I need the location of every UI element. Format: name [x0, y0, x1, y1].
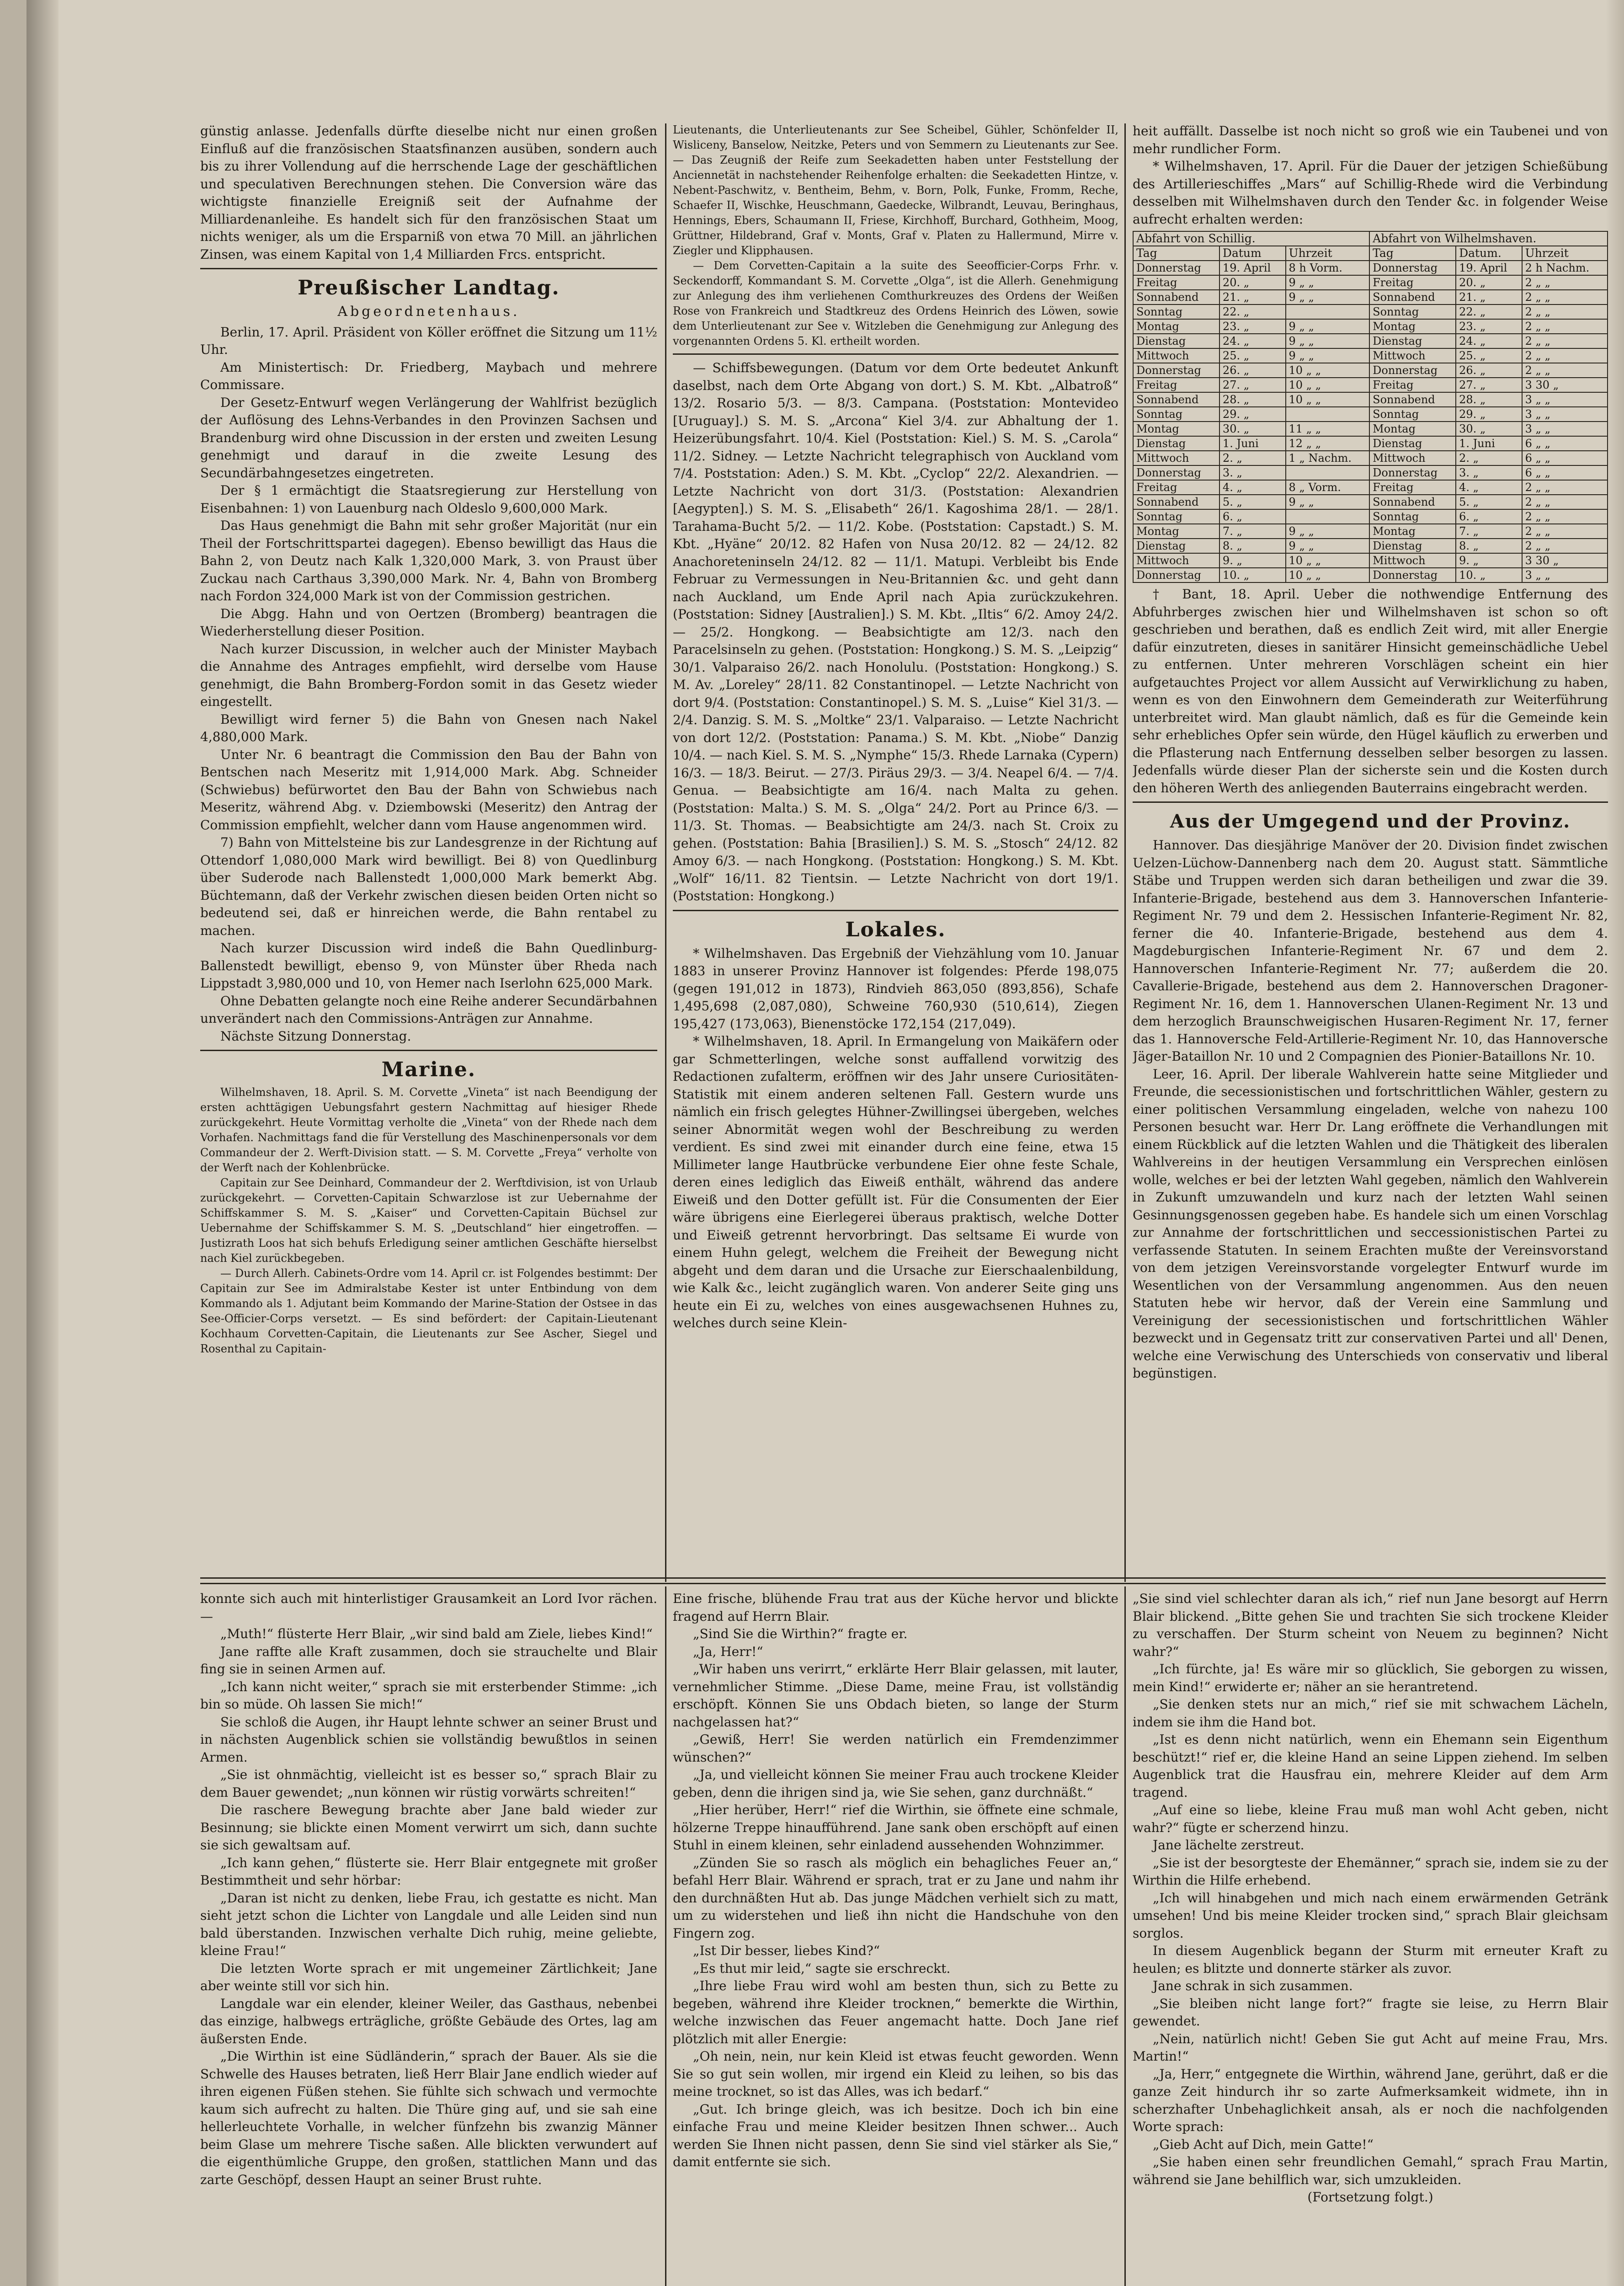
column-rule	[665, 123, 666, 1582]
paragraph: konnte sich auch mit hinterlistiger Grausamkeit an Lord Ivor rächen. —	[200, 1591, 657, 1624]
table-cell: 29. „	[1219, 407, 1286, 422]
table-cell: 10 „ „	[1286, 568, 1370, 582]
table-row	[1133, 378, 1608, 392]
paragraph: „Sie sind viel schlechter daran als ich,“ rief nun Jane besorgt auf Herrn Blair blickend. „Bitte gehen Sie und trachten Sie sich trockene Kleider zu verschaffen. Der Sturm scheint von Neuem zu beginnen? Nicht wahr?“	[1133, 1591, 1608, 1659]
table-cell: 3. „	[1456, 465, 1522, 480]
table-cell: Mittwoch	[1369, 451, 1456, 465]
table-header-row	[1133, 246, 1608, 261]
table-cell: Donnerstag	[1133, 465, 1219, 480]
paragraph: Jane schrak in sich zusammen.	[1153, 1978, 1353, 1993]
table-row	[1133, 509, 1608, 524]
table-cell: 9 „ „	[1286, 524, 1370, 539]
paragraph: Wilhelmshaven, 18. April. S. M. Corvette „Vineta“ ist nach Beendigung der ersten achttägigen Uebungsfahrt gestern Nachmittag auf hiesiger Rhede zurückgekehrt. Heute Vormittag verholte die „Vineta“ von der Rhede nach dem Vorhafen. Nachmittags fand die für Verstellung des Maschinenpersonals vor dem Commandeur der 2. Werft-Division statt. — S. M. Corvette „Freya“ verholte von der Werft nach der Kohlenbrücke.	[200, 1086, 657, 1174]
table-cell: 10 „ „	[1286, 378, 1370, 392]
paragraph: „Ja, Herr,“ entgegnete die Wirthin, während Jane, gerührt, daß er die ganze Zeit hindurch ihr so zarte Aufmerksamkeit widmete, ihn in scherzhafter Unbehaglichkeit ansah, als er noch die nachfolgenden Worte sprach:	[1133, 2066, 1608, 2134]
section-divider	[1133, 801, 1608, 803]
table-cell: Donnerstag	[1369, 568, 1456, 582]
paragraph: „Ich kann gehen,“ flüsterte sie. Herr Blair entgegnete mit großer Bestimmtheit und sehr hörbar:	[200, 1855, 657, 1888]
table-cell: 1 „ Nachm.	[1286, 451, 1370, 465]
table-row	[1133, 451, 1608, 465]
table-cell: 30. „	[1219, 422, 1286, 436]
table-cell: Freitag	[1133, 480, 1219, 495]
serial-column-3	[1133, 1590, 1608, 2286]
paragraph: Die Abgg. Hahn und von Oertzen (Bromberg) beantragen die Wiederherstellung dieser Position.	[200, 606, 657, 639]
table-cell: 6. „	[1219, 509, 1286, 524]
table-cell: 23. „	[1456, 319, 1522, 334]
table-row	[1133, 275, 1608, 290]
table-cell: 27. „	[1456, 378, 1522, 392]
paragraph: „Oh nein, nein, nur kein Kleid ist etwas feucht geworden. Wenn Sie so gut sein wollen, mir irgend ein Kleid zu leihen, so bis das meine trocknet, so ist das Alles, was ich bedarf.“	[673, 2049, 1118, 2099]
table-cell: 9 „ „	[1286, 334, 1370, 348]
page-gutter	[27, 0, 59, 2286]
table-cell: 24. „	[1219, 334, 1286, 348]
table-cell: 9 „ „	[1286, 319, 1370, 334]
table-cell: 25. „	[1219, 348, 1286, 363]
column-header: Tag	[1133, 246, 1219, 261]
table-cell: Freitag	[1369, 480, 1456, 495]
table-cell: 2 „ „	[1522, 539, 1608, 553]
paragraph: Nächste Sitzung Donnerstag.	[220, 1028, 411, 1044]
table-cell: Donnerstag	[1133, 568, 1219, 582]
table-cell: 2. „	[1219, 451, 1286, 465]
table-cell: Freitag	[1369, 275, 1456, 290]
table-cell: 9. „	[1219, 553, 1286, 568]
table-row	[1133, 304, 1608, 319]
table-cell: 5. „	[1456, 495, 1522, 509]
paragraph: Jane lächelte zerstreut.	[1153, 1837, 1305, 1853]
table-cell: 2 „ „	[1522, 319, 1608, 334]
paragraph: „Sind Sie die Wirthin?“ fragte er.	[693, 1626, 908, 1641]
table-cell: 27. „	[1219, 378, 1286, 392]
table-cell: 20. „	[1219, 275, 1286, 290]
paragraph: „Sie haben einen sehr freundlichen Gemahl,“ sprach Frau Martin, während sie Jane behilflich war, sich umzukleiden.	[1133, 2154, 1608, 2187]
table-cell: Donnerstag	[1369, 465, 1456, 480]
table-cell: 2 „ „	[1522, 275, 1608, 290]
paragraph: Jane raffte alle Kraft zusammen, doch sie strauchelte und Blair fing sie in seinen Armen auf.	[200, 1644, 657, 1677]
section-divider	[200, 268, 657, 269]
table-cell: 19. April	[1456, 261, 1522, 275]
table-cell: Sonntag	[1133, 304, 1219, 319]
column-rule	[665, 1586, 666, 2286]
table-cell: Freitag	[1133, 275, 1219, 290]
paragraph: Nach kurzer Discussion wird indeß die Bahn Quedlinburg-Ballenstedt bewilligt, ebenso 9, von Münster über Rheda nach Lippstadt 3,980,000 und 10, von Hemer nach Iserlohn 625,000 Mark.	[200, 940, 657, 991]
table-cell: Sonnabend	[1369, 290, 1456, 304]
table-cell: 22. „	[1456, 304, 1522, 319]
table-cell: Dienstag	[1133, 539, 1219, 553]
table-cell: Mittwoch	[1133, 348, 1219, 363]
column-rule	[1124, 1586, 1126, 2286]
table-cell: Freitag	[1133, 378, 1219, 392]
table-cell: Dienstag	[1369, 436, 1456, 451]
column-header: Datum	[1219, 246, 1286, 261]
table-row	[1133, 480, 1608, 495]
table-cell: Donnerstag	[1133, 363, 1219, 378]
paragraph: „Ich will hinabgehen und mich nach einem erwärmenden Getränk umsehen! Und bis meine Kleider trocken sind,“ sprach Blair gleichsam sorglos.	[1133, 1890, 1608, 1941]
article-text: günstig anlasse. Jedenfalls dürfte dieselbe nicht nur einen großen Einfluß auf die französischen Staatsfinanzen ausüben, sondern auch bis zu ihrer Vollendung auf die herrschende Lage der geschäftlichen und speculativen Berechnungen stehen. Die Conversion wäre das wichtigste finanzielle Ereigniß seit der Aufnahme der Milliardenanleihe. Es handelt sich für den französischen Staat um nichts weniger, als um die Ersparniß von etwa 70 Mill. an jährlichen Zinsen, was einem Kapital von 1,4 Milliarden Frcs. entspricht.	[200, 123, 657, 262]
table-cell: 8 „ Vorm.	[1286, 480, 1370, 495]
paragraph: Unter Nr. 6 beantragt die Commission den Bau der Bahn von Bentschen nach Meseritz mit 1,914,000 Mark. Abg. Schneider (Schwiebus) befürwortet den Bau der Bahn von Schwiebus nach Meseritz, während Abg. v. Dziembowski (Meseritz) den Antrag der Commission empfiehlt, welcher dann vom Hause angenommen wird.	[200, 747, 657, 833]
table-cell: Sonnabend	[1369, 495, 1456, 509]
table-cell: 9 „ „	[1286, 495, 1370, 509]
table-cell: 11 „ „	[1286, 422, 1370, 436]
table-cell: Mittwoch	[1133, 553, 1219, 568]
table-row	[1133, 465, 1608, 480]
paragraph: Eine frische, blühende Frau trat aus der Küche hervor und blickte fragend auf Herrn Blair.	[673, 1591, 1118, 1624]
table-cell: 3 30 „	[1522, 553, 1608, 568]
paragraph: * Wilhelmshaven. Das Ergebniß der Viehzählung vom 10. Januar 1883 in unserer Provinz Hannover ist folgendes: Pferde 198,075 (gegen 191,012 in 1873), Rindvieh 863,050 (893,856), Schafe 1,495,698 (2,087,080), Schweine 760,930 (510,614), Ziegen 195,427 (173,063), Bienenstöcke 172,154 (217,049).	[673, 945, 1118, 1031]
column-3	[1133, 123, 1608, 1574]
table-cell: 8. „	[1219, 539, 1286, 553]
paragraph: Nach kurzer Discussion, in welcher auch der Minister Maybach die Annahme des Antrages empfiehlt, wird derselbe vom Hause genehmigt, die Bahn Bromberg-Fordon somit in das Gesetz wieder eingestellt.	[200, 641, 657, 709]
table-cell: 6 „ „	[1522, 465, 1608, 480]
table-cell: 9. „	[1456, 553, 1522, 568]
table-cell: Sonntag	[1133, 407, 1219, 422]
paragraph: — Durch Allerh. Cabinets-Ordre vom 14. April cr. ist Folgendes bestimmt: Der Capitain zur See im Admiralstabe Kester ist unter Entbindung von dem Kommando als 1. Adjutant beim Kommando der Marine-Station der Ostsee in das See-Officier-Corps versetzt. — Es sind befördert: der Capitain-Lieutenant Kochhaum Corvetten-Capitain, die Lieutenants zur See Ascher, Siegel und Rosenthal zu Capitain-	[200, 1267, 657, 1355]
table-row	[1133, 261, 1608, 275]
paragraph: Berlin, 17. April. Präsident von Köller eröffnet die Sitzung um 11½ Uhr.	[200, 324, 657, 357]
paragraph: * Wilhelmshaven, 17. April. Für die Dauer der jetzigen Schießübung des Artillerieschiffes „Mars“ auf Schillig-Rhede wird die Verbindung desselben mit Wilhelmshaven durch den Tender &c. in folgender Weise aufrecht erhalten werden:	[1133, 159, 1608, 227]
table-row	[1133, 568, 1608, 582]
table-cell: 26. „	[1456, 363, 1522, 378]
column-1	[200, 123, 657, 1574]
paragraph: Die letzten Worte sprach er mit ungemeiner Zärtlichkeit; Jane aber weinte still vor sich hin.	[200, 1960, 657, 1993]
column-header: Datum.	[1456, 246, 1522, 261]
paragraph: „Sie ist ohnmächtig, vielleicht ist es besser so,“ sprach Blair zu dem Bauer gewendet; „nun können wir rüstig vorwärts schreiten!“	[200, 1767, 657, 1800]
table-cell	[1286, 407, 1370, 422]
table-cell: Freitag	[1369, 378, 1456, 392]
paragraph: „Wir haben uns verirrt,“ erklärte Herr Blair gelassen, mit lauter, vernehmlicher Stimme. „Diese Dame, meine Frau, ist vollständig erschöpft. Können Sie uns Obdach bieten, so lange der Sturm nachgelassen hat?“	[673, 1661, 1118, 1730]
table-row	[1133, 348, 1608, 363]
newspaper-page	[27, 0, 1624, 2286]
section-divider	[200, 1050, 657, 1051]
table-cell: 4. „	[1219, 480, 1286, 495]
column-2	[673, 123, 1118, 1574]
paragraph: Das Haus genehmigt die Bahn mit sehr großer Majorität (nur ein Theil der Fortschrittspartei dagegen). Ebenso bewilligt das Haus die Bahn 2, von Deutz nach Kalk 1,320,000 Mark, 3. von Praust über Zuckau nach Carthaus 3,390,000 Mark. Nr. 4, Bahn von Bromberg nach Fordon 324,000 Mark ist von der Commission gestrichen.	[200, 518, 657, 604]
table-cell: 2 „ „	[1522, 509, 1608, 524]
table-cell: Dienstag	[1133, 334, 1219, 348]
table-cell: 2 „ „	[1522, 348, 1608, 363]
table-cell: Montag	[1133, 524, 1219, 539]
table-cell: 21. „	[1219, 290, 1286, 304]
paragraph: heit auffällt. Dasselbe ist noch nicht so groß wie ein Taubenei und von mehr rundlicher Form.	[1133, 123, 1608, 156]
table-cell: 19. April	[1219, 261, 1286, 275]
table-cell: 9 „ „	[1286, 539, 1370, 553]
table-cell: 10 „ „	[1286, 392, 1370, 407]
paragraph: Der § 1 ermächtigt die Staatsregierung zur Herstellung von Eisenbahnen: 1) von Lauenburg nach Oldeslo 9,600,000 Mark.	[200, 483, 657, 516]
table-cell: Mittwoch	[1369, 348, 1456, 363]
feuilleton-rule	[200, 1583, 1606, 1584]
paragraph: „Ich fürchte, ja! Es wäre mir so glücklich, Sie geborgen zu wissen, mein Kind!“ erwiderte er; näher an sie herantretend.	[1133, 1661, 1608, 1694]
paragraph: Langdale war ein elender, kleiner Weiler, das Gasthaus, nebenbei das einzige, halbwegs erträgliche, größte Gebäude des Ortes, lag am äußersten Ende.	[200, 1996, 657, 2046]
table-row	[1133, 539, 1608, 553]
table-cell: 2 „ „	[1522, 524, 1608, 539]
section-heading: Marine.	[381, 1058, 476, 1081]
table-row	[1133, 407, 1608, 422]
paragraph: „Gewiß, Herr! Sie werden natürlich ein Fremdenzimmer wünschen?“	[673, 1732, 1118, 1765]
paragraph: „Nein, natürlich nicht! Geben Sie gut Acht auf meine Frau, Mrs. Martin!“	[1133, 2031, 1608, 2064]
table-cell: Dienstag	[1369, 539, 1456, 553]
feuilleton-rule	[200, 1577, 1606, 1579]
paragraph: „Sie denken stets nur an mich,“ rief sie mit schwachem Lächeln, indem sie ihm die Hand bot.	[1133, 1697, 1608, 1730]
table-cell: 25. „	[1456, 348, 1522, 363]
column-header: Tag	[1369, 246, 1456, 261]
table-cell: Montag	[1133, 319, 1219, 334]
paragraph: „Ja, Herr!“	[693, 1644, 763, 1659]
table-cell: Sonnabend	[1133, 495, 1219, 509]
column-header: Uhrzeit	[1522, 246, 1608, 261]
table-cell: 9 „ „	[1286, 348, 1370, 363]
paragraph: „Ist Dir besser, liebes Kind?“	[693, 1943, 880, 1958]
section-heading: Lokales.	[845, 918, 946, 941]
table-cell: Sonntag	[1133, 509, 1219, 524]
table-cell: 21. „	[1456, 290, 1522, 304]
table-cell: 2 h Nachm.	[1522, 261, 1608, 275]
table-cell: 2 „ „	[1522, 290, 1608, 304]
table-cell: Dienstag	[1133, 436, 1219, 451]
table-cell: 4. „	[1456, 480, 1522, 495]
table-cell: 3 „ „	[1522, 568, 1608, 582]
table-title: Abfahrt von Schillig.	[1133, 231, 1369, 246]
table-cell: Montag	[1369, 319, 1456, 334]
paragraph: Bewilligt wird ferner 5) die Bahn von Gnesen nach Nakel 4,880,000 Mark.	[200, 711, 657, 744]
paragraph: Ohne Debatten gelangte noch eine Reihe anderer Secundärbahnen unverändert nach den Commissions-Anträgen zur Annahme.	[200, 993, 657, 1026]
table-cell: Montag	[1369, 524, 1456, 539]
table-cell: Sonntag	[1369, 407, 1456, 422]
page-edge	[1606, 0, 1624, 2286]
table-cell: Mittwoch	[1133, 451, 1219, 465]
table-cell: 6 „ „	[1522, 451, 1608, 465]
table-cell: 3 „ „	[1522, 407, 1608, 422]
paragraph: „Hier herüber, Herr!“ rief die Wirthin, sie öffnete eine schmale, hölzerne Treppe hinaufführend. Jane sank oben erschöpft auf einen Stuhl in einem kleinen, sehr einladend aussehenden Wohnzimmer.	[673, 1802, 1118, 1853]
table-cell: 7. „	[1456, 524, 1522, 539]
table-cell: 9 „ „	[1286, 275, 1370, 290]
section-divider	[673, 910, 1118, 911]
table-row	[1133, 436, 1608, 451]
table-cell: Montag	[1369, 422, 1456, 436]
ferry-schedule-table	[1133, 231, 1608, 583]
serial-column-2	[673, 1590, 1118, 2286]
table-cell	[1286, 304, 1370, 319]
paragraph: „Gieb Acht auf Dich, mein Gatte!“	[1153, 2136, 1374, 2152]
table-row	[1133, 422, 1608, 436]
table-row	[1133, 553, 1608, 568]
paragraph: Die raschere Bewegung brachte aber Jane bald wieder zur Besinnung; sie blickte einen Moment verwirrt um sich, dann suchte sie sich gewaltsam auf.	[200, 1802, 657, 1853]
table-cell: Montag	[1133, 422, 1219, 436]
section-heading: Aus der Umgegend und der Provinz.	[1170, 811, 1571, 832]
paragraph: „Sie bleiben nicht lange fort?“ fragte sie leise, zu Herrn Blair gewendet.	[1133, 1996, 1608, 2029]
table-cell: 9 „ „	[1286, 290, 1370, 304]
paragraph: „Auf eine so liebe, kleine Frau muß man wohl Acht geben, nicht wahr?“ fügte er scherzend hinzu.	[1133, 1802, 1608, 1835]
paragraph: 7) Bahn von Mittelsteine bis zur Landesgrenze in der Richtung auf Ottendorf 1,080,000 Mark wird bewilligt. Bei 8) von Quedlinburg über Suderode nach Ballenstedt 1,000,000 Mark bemerkt Abg. Büchtemann, daß der Verkehr zwischen diesen beiden Orten nicht so bedeutend sei, daß er hinreichen werde, die Bahn rentabel zu machen.	[200, 835, 657, 938]
paragraph: „Daran ist nicht zu denken, liebe Frau, ich gestatte es nicht. Man sieht jetzt schon die Lichter von Langdale und alle Leiden sind nun bald überstanden. Inzwischen verhalte Dich ruhig, meine geliebte, kleine Frau!“	[200, 1890, 657, 1958]
table-cell: 6 „ „	[1522, 436, 1608, 451]
paragraph: Am Ministertisch: Dr. Friedberg, Maybach und mehrere Commissare.	[200, 359, 657, 392]
table-cell: 30. „	[1456, 422, 1522, 436]
section-heading: Preußischer Landtag.	[298, 276, 560, 299]
table-cell: 23. „	[1219, 319, 1286, 334]
paragraph: Lieutenants, die Unterlieutenants zur See Scheibel, Gühler, Schönfelder II, Wisliceny, Banselow, Neitzke, Peters und von Semmern zu Lieutenants zur See. — Das Zeugniß der Reife zum Seekadetten haben unter Feststellung der Anciennetät in nachstehender Reihenfolge erhalten: die Seekadetten Hintze, v. Nebent-Paschwitz, v. Bentheim, Behm, v. Born, Polk, Funke, Fromm, Reche, Schaefer II, Wischke, Heuschmann, Gaedecke, Wilbrandt, Leuvau, Beringhaus, Hennings, Ebers, Schaumann II, Friese, Kirchhoff, Burchard, Gothheim, Moog, Grüttner, Hildebrand, Graf v. Monts, Graf v. Platen zu Hallermund, Mirre v. Ziegler und Klipphausen.	[673, 123, 1118, 257]
paragraph: In diesem Augenblick begann der Sturm mit erneuter Kraft zu heulen; es blitzte und donnerte stärker als zuvor.	[1133, 1943, 1608, 1976]
paragraph: Der Gesetz-Entwurf wegen Verlängerung der Wahlfrist bezüglich der Auflösung des Lehns-Verbandes in den Provinzen Sachsen und Brandenburg wird ohne Discussion in der ersten und zweiten Lesung genehmigt und darauf in die zweite Lesung des Secundärbahngesetzes eingetreten.	[200, 395, 657, 481]
table-body	[1133, 261, 1608, 582]
table-cell: 2 „ „	[1522, 363, 1608, 378]
section-subheading: Abgeordnetenhaus.	[337, 304, 520, 320]
section-divider	[673, 353, 1118, 355]
paragraph: „Ich kann nicht weiter,“ sprach sie mit ersterbender Stimme: „ich bin so müde. Oh lassen Sie mich!“	[200, 1679, 657, 1712]
table-title: Abfahrt von Wilhelmshaven.	[1369, 231, 1608, 246]
table-cell: 1. Juni	[1456, 436, 1522, 451]
paragraph: „Die Wirthin ist eine Südländerin,“ sprach der Bauer. Als sie die Schwelle des Hauses betraten, ließ Herr Blair Jane endlich wieder auf ihren eigenen Füßen stehen. Sie fühlte sich schwach und vermochte kaum sich aufrecht zu halten. Die Thüre ging auf, und sie sah eine hellerleuchtete Vorhalle, in welcher fünfzehn bis zwanzig Männer beim Glase um mehrere Tische saßen. Alle blickten verwundert auf die eigenthümliche Gruppe, den großen, stattlichen Mann und das zarte Geschöpf, dessen Haupt an seiner Brust ruhte.	[200, 2049, 657, 2187]
paragraph: „Ja, und vielleicht können Sie meiner Frau auch trockene Kleider geben, denn die ihrigen sind ja, wie Sie sehen, ganz durchnäßt.“	[673, 1767, 1118, 1800]
to-be-continued: (Fortsetzung folgt.)	[1307, 2190, 1433, 2205]
paragraph: Sie schloß die Augen, ihr Haupt lehnte schwer an seiner Brust und in nächsten Augenblick schien sie vollständig bewußtlos in seinen Armen.	[200, 1714, 657, 1765]
table-cell: Donnerstag	[1133, 261, 1219, 275]
table-cell: Donnerstag	[1369, 363, 1456, 378]
paragraph: „Ist es denn nicht natürlich, wenn ein Ehemann sein Eigenthum beschützt!“ rief er, die kleine Hand an seine Lippen ziehend. Im selben Augenblick trat die Hausfrau ein, mehrere Kleider auf dem Arm tragend.	[1133, 1732, 1608, 1800]
table-cell: 28. „	[1219, 392, 1286, 407]
paragraph: † Bant, 18. April. Ueber die nothwendige Entfernung des Abfuhrberges zwischen hier und Wilhelmshaven ist schon so oft geschrieben und berathen, daß es endlich Zeit wird, mit aller Energie dafür einzutreten, dieses in sanitärer Hinsicht gemeinschädliche Uebel zu entfernen. Unter mehreren Vorschlägen scheint ein hier aufgetauchtes Project vor allem Aussicht auf Verwirklichung zu haben, wenn es von den Einwohnern dem Gemeinderath zur Weiterführung unterbreitet wird. Man glaubt nämlich, daß es für die Gemeinde kein sehr erhebliches Opfer sein würde, den Hügel käuflich zu erwerben und die Pflasterung nach Entfernung desselben selber besorgen zu lassen. Jedenfalls würde dieser Plan der sicherste sein und die Kosten durch den höheren Werth des anliegenden Bauterrains eingebracht werden.	[1133, 587, 1608, 796]
paragraph: Hannover. Das diesjährige Manöver der 20. Division findet zwischen Uelzen-Lüchow-Dannenberg nach dem 20. August statt. Sämmtliche Stäbe und Truppen werden sich daran betheiligen und zwar die 39. Infanterie-Brigade, bestehend aus dem 3. Hannoverschen Infanterie-Regiment Nr. 79 und dem 2. Hessischen Infanterie-Regiment Nr. 82, ferner die 40. Infanterie-Brigade, bestehend aus dem 4. Magdeburgischen Infanterie-Regiment Nr. 67 und dem 2. Hannoverschen Infanterie-Regiment Nr. 77; außerdem die 20. Cavallerie-Brigade, bestehend aus dem 2. Hannoverschen Dragoner-Regiment Nr. 16, dem 1. Hannoverschen Ulanen-Regiment Nr. 13 und dem herzoglich Braunschweigischen Husaren-Regiment Nr. 17, ferner das 1. Hannoversche Feld-Artillerie-Regiment Nr. 10, das Hannoversche Jäger-Bataillon Nr. 10 und 2 Compagnien des Pionier-Bataillons Nr. 10.	[1133, 838, 1608, 1064]
table-cell	[1286, 465, 1370, 480]
table-cell: 10 „ „	[1286, 553, 1370, 568]
table-row	[1133, 363, 1608, 378]
paragraph: „Ihre liebe Frau wird wohl am besten thun, sich zu Bette zu begeben, während ihre Kleider trocknen,“ bemerkte die Wirthin, welche inzwischen das Feuer angemacht hatte. Doch Jane rief plötzlich mit aller Energie:	[673, 1978, 1118, 2046]
table-row	[1133, 524, 1608, 539]
paragraph: „Muth!“ flüsterte Herr Blair, „wir sind bald am Ziele, liebes Kind!“	[220, 1626, 653, 1641]
table-row	[1133, 495, 1608, 509]
table-row	[1133, 334, 1608, 348]
table-cell: 10 „ „	[1286, 363, 1370, 378]
table-cell: 8 h Vorm.	[1286, 261, 1370, 275]
table-cell: 8. „	[1456, 539, 1522, 553]
column-rule	[1124, 123, 1126, 1582]
table-cell: Sonnabend	[1133, 392, 1219, 407]
table-cell: 29. „	[1456, 407, 1522, 422]
table-cell: 5. „	[1219, 495, 1286, 509]
paragraph: „Sie ist der besorgteste der Ehemänner,“ sprach sie, indem sie zu der Wirthin die Hilfe erhebend.	[1133, 1855, 1608, 1888]
table-cell: Sonnabend	[1369, 392, 1456, 407]
table-cell: 26. „	[1219, 363, 1286, 378]
table-cell: 2 „ „	[1522, 495, 1608, 509]
table-cell: Mittwoch	[1369, 553, 1456, 568]
paragraph: Capitain zur See Deinhard, Commandeur der 2. Werftdivision, ist von Urlaub zurückgekehrt. — Corvetten-Capitain Schwarzlose ist zur Uebernahme der Schiffskammer S. M. S. „Kaiser“ und Corvetten-Capitain Büchsel zur Uebernahme der Schiffskammer S. M. S. „Deutschland“ hier eingetroffen. — Justizrath Loos hat sich behufs Erledigung seiner amtlichen Geschäfte hierselbst nach Kiel zurückbegeben.	[200, 1176, 657, 1265]
table-cell: 20. „	[1456, 275, 1522, 290]
table-cell: 2 „ „	[1522, 334, 1608, 348]
table-row	[1133, 392, 1608, 407]
table-cell: 6. „	[1456, 509, 1522, 524]
paragraph: — Schiffsbewegungen. (Datum vor dem Orte bedeutet Ankunft daselbst, nach dem Orte Abgang von dort.) S. M. Kbt. „Albatroß“ 13/2. Rosario 5/3. — 8/3. Campana. (Poststation: Montevideo [Uruguay].) S. M. S. „Arcona“ Kiel 3/4. zur Abhaltung der 1. Heizerübungsfahrt. 10/4. Kiel (Poststation: Kiel.) S. M. S. „Carola“ 11/2. Sidney. — Letzte Nachricht telegraphisch von Auckland vom 7/4. Poststation: Aden.) S. M. Kbt. „Cyclop“ 22/2. Alexandrien. — Letzte Nachricht von dort 31/3. (Poststation: Alexandrien [Aegypten].) S. M. S. „Elisabeth“ 26/1. Kagoshima 28/1. — 28/1. Tarahama-Bucht 5/2. — 11/2. Kobe. (Poststation: Capstadt.) S. M. Kbt. „Hyäne“ 20/12. 82 Hafen von Nusa 20/12. 82 — 24/12. 82 Anachoreteninseln 24/12. 82 — 11/1. Matupi. Verbleibt bis Ende Februar zu Vermessungen in Neu-Britannien &c. und geht dann nach Auckland, um Ende April nach Apia zurückzukehren. (Poststation: Sidney [Australien].) S. M. Kbt. „Iltis“ 6/2. Amoy 24/2. — 25/2. Hongkong. — Beabsichtigte am 12/3. nach den Paracelsinseln zu gehen. (Poststation: Hongkong.) S. M. S. „Leipzig“ 30/1. Valparaiso 26/2. nach Honolulu. (Poststation: Hongkong.) S. M. Av. „Loreley“ 28/11. 82 Constantinopel. — Letzte Nachricht von dort 9/4. (Poststation: Constantinopel.) S. M. S. „Luise“ Kiel 31/3. — 2/4. Danzig. S. M. S. „Moltke“ 23/1. Valparaiso. — Letzte Nachricht von dort 12/2. (Poststation: Panama.) S. M. Kbt. „Niobe“ Danzig 10/4. — nach Kiel. S. M. S. „Nymphe“ 15/3. Rhede Larnaka (Cypern) 16/3. — 18/3. Beirut. — 27/3. Piräus 29/3. — 3/4. Neapel 6/4. — 7/4. Genua. — Beabsichtigte am 16/4. nach Malta zu gehen. (Poststation: Malta.) S. M. S. „Olga“ 24/2. Port au Prince 6/3. — 11/3. St. Thomas. — Beabsichtigte am 24/3. nach St. Croix zu gehen. (Poststation: Bahia [Brasilien].) S. M. S. „Stosch“ 24/12. 82 Amoy 6/3. — nach Hongkong. (Poststation: Hongkong.) S. M. Kbt. „Wolf“ 16/11. 82 Tientsin. — Letzte Nachricht von dort 19/1. (Poststation: Hongkong.)	[673, 360, 1118, 903]
table-cell: 3 30 „	[1522, 378, 1608, 392]
table-cell: 28. „	[1456, 392, 1522, 407]
paragraph: * Wilhelmshaven, 18. April. In Ermangelung von Maikäfern oder gar Schmetterlingen, welche sonst auffallend vorwitzig des Redactionen zufalterm, eröffnen wir des Jahr unsere Curiositäten-Statistik mit einem anderen seltenen Fall. Gestern wurde uns nämlich ein frisch gelegtes Hühner-Zwillingsei übergeben, welches seiner Abnormität wegen wohl der Beschreibung zu werden verdient. Es sind zwei mit einander durch eine feine, etwa 15 Millimeter lange Hautbrücke verbundene Eier ohne feste Schale, deren eines lediglich das Eiweiß enthält, während das andere Eiweiß und den Dotter gefüllt ist. Für die Consumenten der Eier wäre übrigens eine Eierlegerei überaus praktisch, welche Dotter und Eiweiß getrennt hervorbringt. Das seltsame Ei wurde von einem Huhn gelegt, welchem die Freiheit der Bewegung nicht abgeht und dem daran und die Ursache zur Eierschaalenbildung, wie Kalk &c., leicht zugänglich waren. Von anderer Seite ging uns heute ein Ei zu, welches von eines ausgewachsenen Huhnes zu, welches durch seine Klein-	[673, 1034, 1118, 1330]
table-cell: 3 „ „	[1522, 422, 1608, 436]
table-cell: 3. „	[1219, 465, 1286, 480]
table-cell: 24. „	[1456, 334, 1522, 348]
paragraph: — Dem Corvetten-Capitain a la suite des Seeofficier-Corps Frhr. v. Seckendorff, Kommandant S. M. Corvette „Olga“, ist die Allerh. Genehmigung zur Anlegung des ihm verliehenen Comthurkreuzes des Ordens der Weißen Rose von Frankreich und Stadtkreuz des Ordens Heinrich des Löwen, sowie dem Unterlieutenant zur See v. Witzleben die Genehmigung zur Anlegung des vorgenannten Ordens 5. Kl. ertheilt worden.	[673, 259, 1118, 347]
table-cell: Donnerstag	[1369, 261, 1456, 275]
table-cell: 22. „	[1219, 304, 1286, 319]
table-cell: Sonnabend	[1133, 290, 1219, 304]
paragraph: Leer, 16. April. Der liberale Wahlverein hatte seine Mitglieder und Freunde, die secessionistischen und fortschrittlichen Wähler, gestern zu einer politischen Versammlung eingeladen, welche von nahezu 100 Personen besucht war. Herr Dr. Lang eröffnete die Verhandlungen mit einem Rückblick auf die letzten Wahlen und die Thätigkeit des liberalen Wahlvereins in der heutigen Versammlung ein Versprechen einlösen wolle, welches er bei der letzten Wahl gegeben, nämlich den Wahlverein in Zukunft umzuwandeln und kurz nach der letzten Wahl seinen Gesinnungsgenossen gegeben habe. Es handele sich um einen Vorschlag zur Annahme der fortschrittlichen und seccessionistischen Partei zu verfassende Statuten. In seinem Erachten mußte der Vereinsvorstand von dem jetzigen Vereinsvorstande vorgelegter Entwurf wurde im Wesentlichen von der Versammlung angenommen. Aus den neuen Statuten hebe wir hervor, daß der Verein eine Sammlung und Vereinigung der secessionistischen und fortschrittlichen Wähler bezweckt und in Gegensatz tritt zur conservativen Partei und all' Denen, welche eine Verwischung des Unterschieds von conservativ und liberal begünstigen.	[1133, 1066, 1608, 1381]
table-cell: 2 „ „	[1522, 480, 1608, 495]
table-cell: Sonntag	[1369, 304, 1456, 319]
table-cell: 10. „	[1219, 568, 1286, 582]
table-cell: Dienstag	[1369, 334, 1456, 348]
table-row	[1133, 319, 1608, 334]
table-cell: 3 „ „	[1522, 392, 1608, 407]
table-cell: 12 „ „	[1286, 436, 1370, 451]
table-cell: 1. Juni	[1219, 436, 1286, 451]
serial-column-1	[200, 1590, 657, 2286]
paragraph: „Zünden Sie so rasch als möglich ein behagliches Feuer an,“ befahl Herr Blair. Während er sprach, trat er zu Jane und nahm ihr den durchnäßten Hut ab. Das junge Mädchen verhielt sich zu matt, um zu widerstehen und ließ ihn nicht die Handschuhe von den Fingern zog.	[673, 1855, 1118, 1941]
table-cell: 2 „ „	[1522, 304, 1608, 319]
table-cell	[1286, 509, 1370, 524]
table-cell: Sonntag	[1369, 509, 1456, 524]
table-row	[1133, 290, 1608, 304]
table-cell: 2. „	[1456, 451, 1522, 465]
table-cell: 10. „	[1456, 568, 1522, 582]
paragraph: „Es thut mir leid,“ sagte sie erschreckt.	[693, 1960, 951, 1976]
table-cell: 7. „	[1219, 524, 1286, 539]
paragraph: „Gut. Ich bringe gleich, was ich besitze. Doch ich bin eine einfache Frau und meine Kleider besitzen Ihnen schwer... Auch werden Sie Ihnen nicht passen, denn Sie sind viel stärker als Sie,“ damit entfernte sie sich.	[673, 2101, 1118, 2169]
column-header: Uhrzeit	[1286, 246, 1370, 261]
